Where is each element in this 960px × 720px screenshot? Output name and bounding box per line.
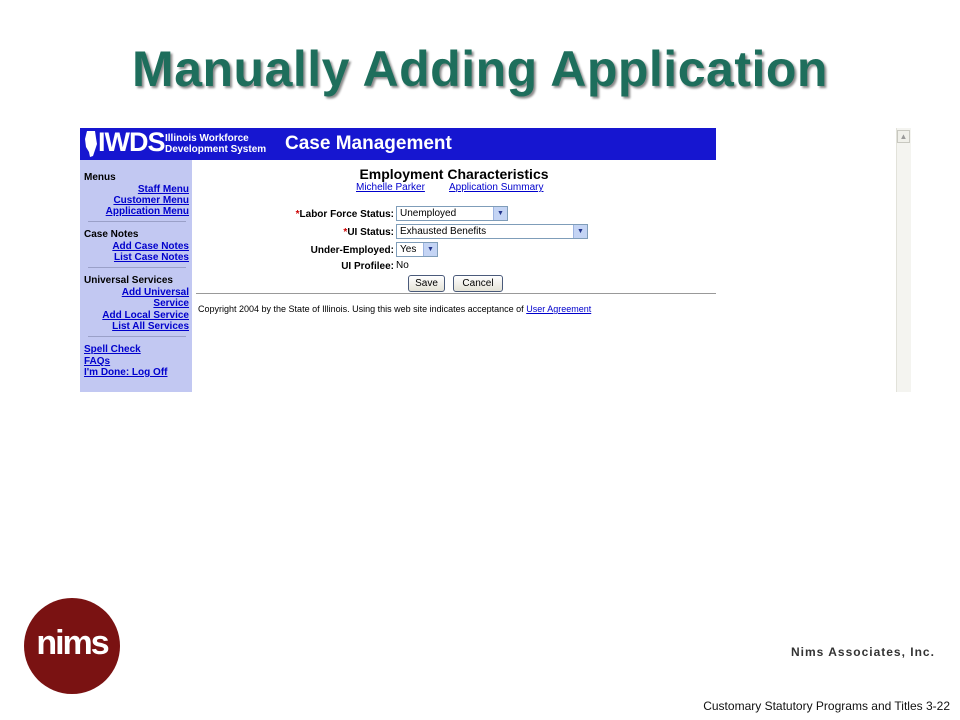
required-mark: * (343, 227, 348, 238)
slide-footer: Customary Statutory Programs and Titles 3-22 (703, 699, 950, 713)
ui-profilee-label: UI Profilee: (341, 261, 394, 272)
company-name: Nims Associates, Inc. (791, 645, 935, 659)
iwds-header (80, 128, 716, 160)
labor-force-select[interactable] (396, 206, 508, 221)
sidebar (80, 160, 192, 392)
labor-force-value: Unemployed (400, 208, 457, 219)
content-divider (196, 293, 716, 294)
slide-title: Manually Adding Application (132, 41, 828, 97)
add-local-service-link[interactable]: Add Local Service (102, 310, 189, 321)
sidebar-divider (88, 336, 186, 337)
application-menu-link[interactable]: Application Menu (105, 206, 189, 217)
menus-heading: Menus (84, 172, 116, 183)
list-all-services-link[interactable]: List All Services (112, 321, 189, 332)
add-universal-service-link[interactable] (122, 287, 189, 309)
nims-logo-text: nims (36, 624, 108, 662)
ui-profilee-value: No (396, 260, 409, 271)
save-button[interactable]: Save (408, 275, 445, 292)
page-title: Employment Characteristics (359, 166, 549, 182)
under-employed-select[interactable] (396, 242, 438, 257)
iwds-logo: IWDS (98, 128, 165, 157)
scroll-up-icon[interactable]: ▲ (897, 130, 910, 143)
faqs-link[interactable]: FAQs (84, 356, 111, 367)
cancel-button[interactable]: Cancel (453, 275, 503, 292)
customer-menu-link[interactable]: Customer Menu (113, 195, 189, 206)
chevron-down-icon: ▼ (573, 225, 587, 238)
ui-status-select[interactable] (396, 224, 588, 239)
browser-screenshot (80, 128, 911, 392)
add-universal-service-line2: Service (153, 298, 189, 309)
user-agreement-link[interactable]: User Agreement (526, 304, 592, 314)
sidebar-divider (88, 267, 186, 268)
list-case-notes-link[interactable]: List Case Notes (113, 252, 189, 263)
labor-force-label: *Labor Force Status: (295, 209, 394, 220)
vertical-scrollbar[interactable] (896, 128, 911, 392)
ui-status-value: Exhausted Benefits (400, 226, 487, 237)
sidebar-divider (88, 221, 186, 222)
iwds-subtitle-line1: Illinois Workforce (165, 133, 249, 144)
illinois-map-icon (84, 130, 98, 158)
iwds-subtitle-line2: Development System (165, 144, 267, 155)
add-universal-service-line1: Add Universal (121, 287, 189, 298)
log-off-link[interactable]: I'm Done: Log Off (84, 367, 168, 378)
spell-check-link[interactable]: Spell Check (84, 344, 141, 355)
ui-status-label: *UI Status: (343, 227, 394, 238)
chevron-down-icon: ▼ (493, 207, 507, 220)
universal-services-heading: Universal Services (84, 275, 173, 286)
copyright-text: Copyright 2004 by the State of Illinois. Using this web site indicates acceptance of User Agreement (198, 304, 592, 314)
application-summary-link[interactable]: Application Summary (449, 182, 544, 193)
staff-menu-link[interactable]: Staff Menu (137, 184, 189, 195)
nims-logo (24, 598, 120, 694)
customer-name-link[interactable]: Michelle Parker (356, 182, 425, 193)
case-notes-heading: Case Notes (84, 229, 139, 240)
add-case-notes-link[interactable]: Add Case Notes (112, 241, 189, 252)
chevron-down-icon: ▼ (423, 243, 437, 256)
app-title: Case Management (285, 133, 452, 154)
iwds-subtitle (165, 133, 266, 155)
under-employed-label: Under-Employed: (310, 245, 394, 256)
under-employed-value: Yes (400, 244, 417, 255)
required-mark: * (295, 209, 300, 220)
